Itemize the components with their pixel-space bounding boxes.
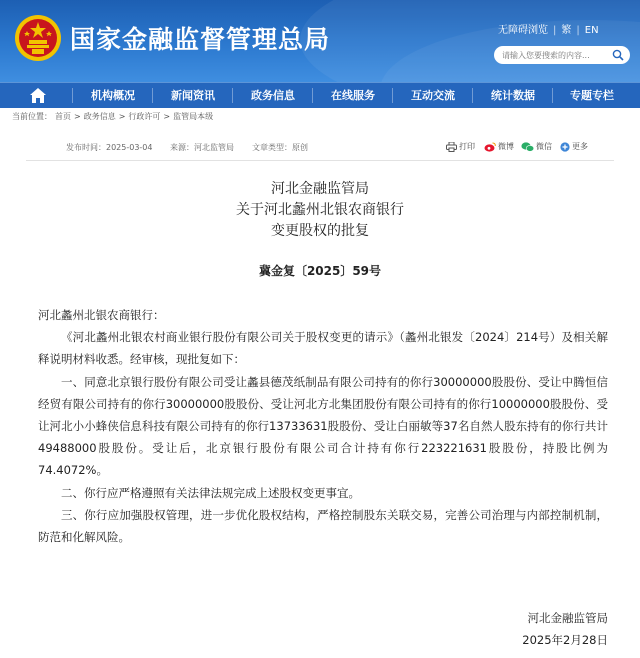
breadcrumb-home[interactable]: 首页 <box>55 112 71 121</box>
accessibility-link[interactable]: 无障碍浏览 <box>498 25 548 36</box>
wechat-share-button[interactable] <box>521 141 552 152</box>
wechat-label: 微信 <box>536 142 552 151</box>
document-title-line-1: 河北金融监管局 <box>271 181 369 197</box>
weibo-label: 微博 <box>498 142 514 151</box>
separator: | <box>553 25 557 36</box>
nav-separator <box>392 88 393 103</box>
weibo-icon <box>484 142 496 152</box>
print-button[interactable] <box>446 141 475 152</box>
english-link[interactable]: EN <box>584 25 599 36</box>
nav-item-institution[interactable]: 机构概况 <box>91 89 135 102</box>
separator: | <box>576 25 580 36</box>
addressee: 河北蠡州北银农商银行： <box>38 308 165 322</box>
nav-separator <box>232 88 233 103</box>
breadcrumb-separator: > <box>163 112 171 121</box>
document-body <box>38 304 608 548</box>
main-nav <box>0 82 640 108</box>
nav-item-statistics[interactable]: 统计数据 <box>491 89 535 102</box>
paragraph-request: 《河北蠡州北银农村商业银行股份有限公司关于股权变更的请示》（蠡州北银发〔2024〕214号）及相关解释说明材料收悉。经审核，现批复如下： <box>38 330 608 367</box>
paragraph-approval-3: 三、你行应加强股权管理，进一步优化股权结构，严格控制股东关联交易，完善公司治理与内部控制机制，防范和化解风险。 <box>38 507 608 545</box>
wechat-icon <box>521 142 534 152</box>
nav-item-news[interactable]: 新闻资讯 <box>171 89 215 102</box>
home-icon[interactable] <box>30 88 46 103</box>
document-title-line-3: 变更股权的批复 <box>271 223 369 239</box>
document-number: 冀金复〔2025〕59号 <box>258 264 382 278</box>
site-title[interactable]: 国家金融监督管理总局 <box>70 25 331 54</box>
article-source: 来源：河北监管局 <box>170 143 234 152</box>
signature: 河北金融监管局 <box>527 611 608 625</box>
breadcrumb-administrative-license[interactable]: 行政许可 <box>128 112 161 121</box>
more-share-button[interactable] <box>560 141 588 152</box>
search-box <box>494 46 630 64</box>
site-header <box>0 0 640 82</box>
nav-item-online-services[interactable]: 在线服务 <box>331 89 375 102</box>
search-icon[interactable] <box>612 49 624 61</box>
nav-item-special-topics[interactable]: 专题专栏 <box>570 89 614 102</box>
article-meta-bar <box>26 138 614 161</box>
nav-separator <box>552 88 553 103</box>
breadcrumb-separator: > <box>74 112 81 121</box>
article-type: 文章类型：原创 <box>252 143 308 152</box>
breadcrumb <box>12 111 216 122</box>
paragraph-approval-2: 二、你行应严格遵照有关法律法规完成上述股权变更事宜。 <box>61 485 360 500</box>
top-links <box>498 21 599 36</box>
more-icon <box>560 142 570 152</box>
print-label: 打印 <box>459 142 475 151</box>
nav-separator <box>312 88 313 103</box>
printer-icon <box>446 142 457 152</box>
traditional-chinese-link[interactable]: 繁 <box>561 25 572 36</box>
nav-separator <box>72 88 73 103</box>
signature-date: 2025年2月28日 <box>522 633 608 647</box>
nav-separator <box>152 88 153 103</box>
paragraph-approval-1: 一、同意北京银行股份有限公司受让蠡县德茂纸制品有限公司持有的你行30000000股股份、受让中腾恒信经贸有限公司持有的你行30000000股股份、受让河北方北集团股份有限公司持有的你行10000000股股份、受让河北小小蜂侠信息科技有限公司持有的你行13733631股股份、受让白丽敏等37名自然人股东持有的你行共计49488000股股份。受让后，北京银行股份有限公司合计持有你行223221631股股份，持股比例为74.4072%。 <box>38 374 608 478</box>
document-title-line-2: 关于河北蠡州北银农商银行 <box>236 202 404 218</box>
search-input[interactable] <box>502 47 608 63</box>
national-emblem-icon[interactable] <box>14 14 62 62</box>
nav-item-interaction[interactable]: 互动交流 <box>411 89 455 102</box>
nav-item-government-info[interactable]: 政务信息 <box>251 89 295 102</box>
breadcrumb-separator: > <box>118 112 126 121</box>
breadcrumb-government-info[interactable]: 政务信息 <box>83 112 116 121</box>
weibo-share-button[interactable] <box>484 141 514 152</box>
breadcrumb-prefix: 当前位置： <box>12 112 52 121</box>
breadcrumb-local-bureau[interactable]: 监管局本级 <box>173 112 214 121</box>
publish-time: 发布时间：2025-03-04 <box>66 143 153 152</box>
more-label: 更多 <box>572 142 588 151</box>
nav-separator <box>472 88 473 103</box>
